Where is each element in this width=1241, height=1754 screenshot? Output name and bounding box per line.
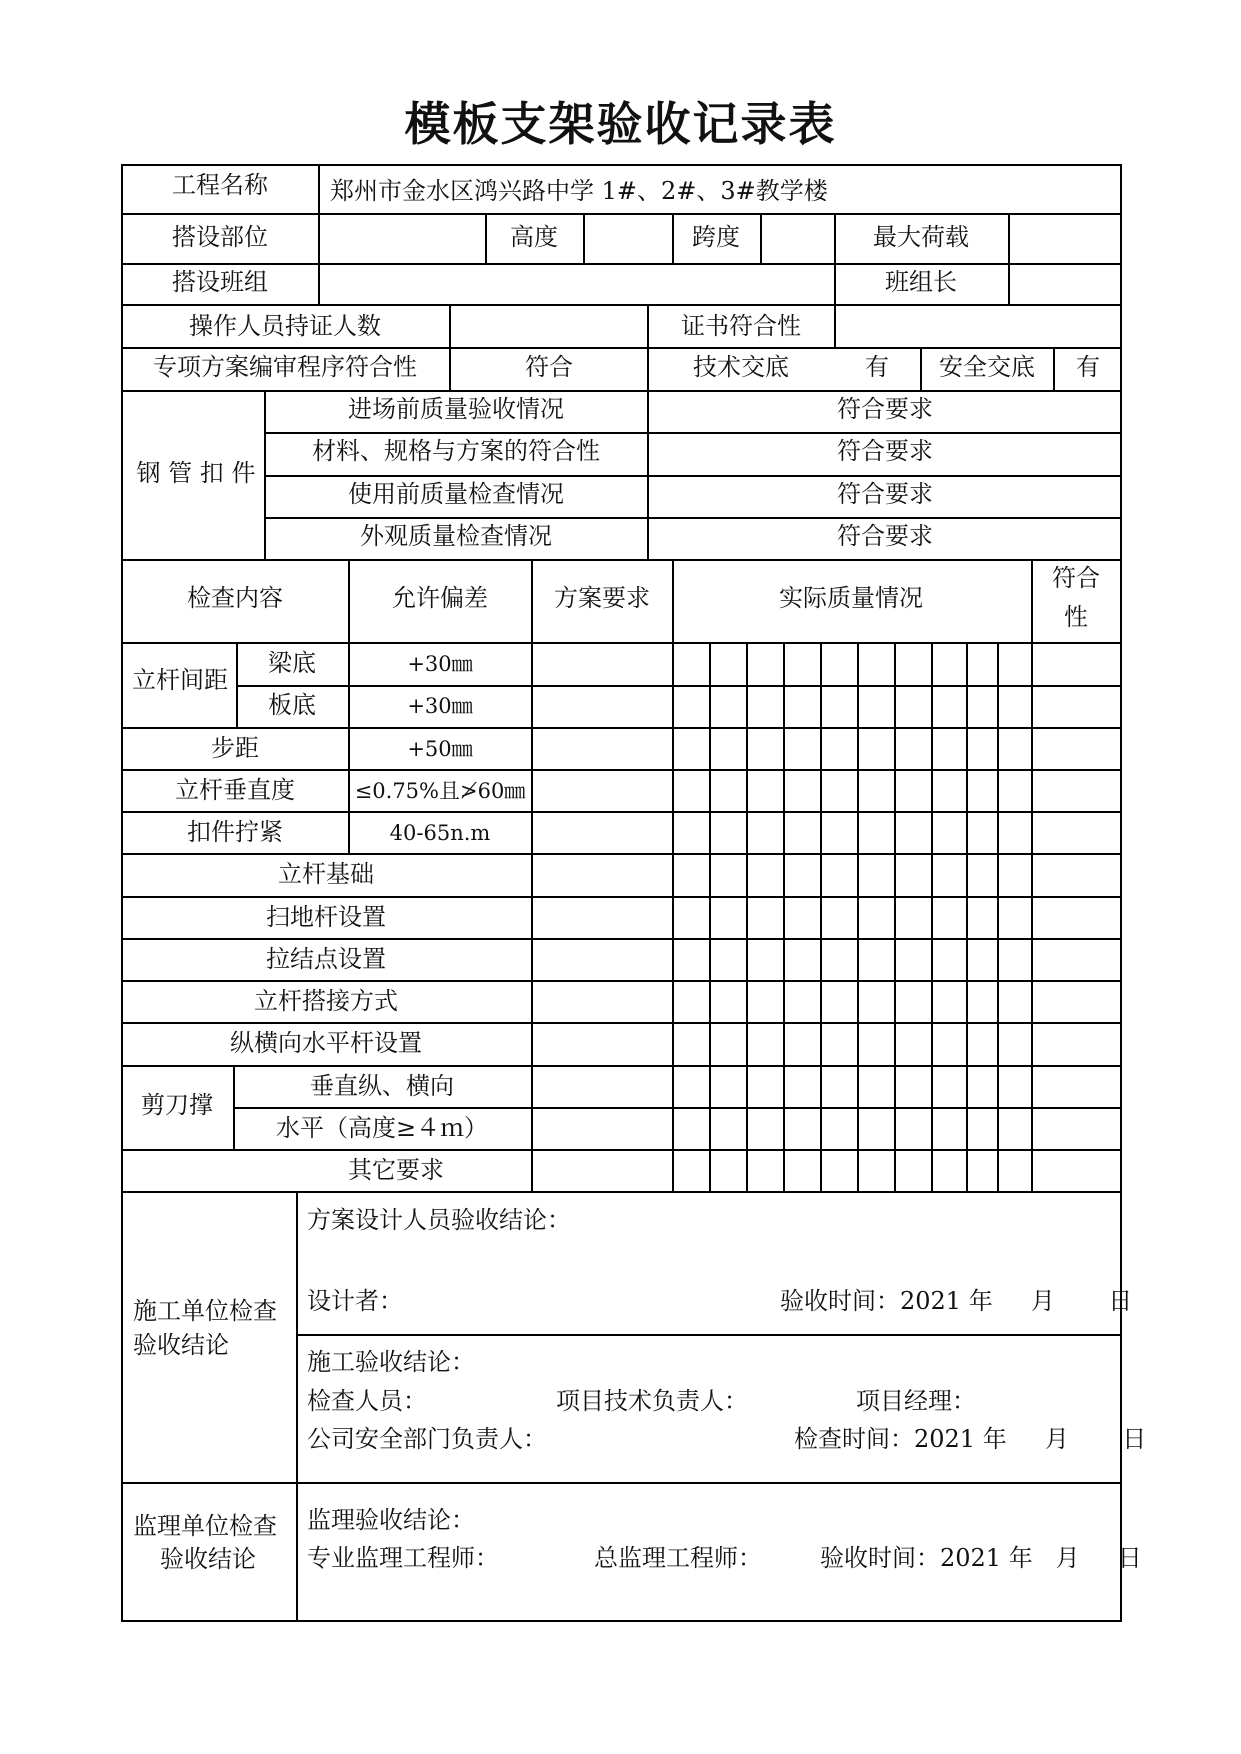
designer-conclusion: 方案设计人员验收结论： — [307, 1206, 571, 1234]
safety-head: 公司安全部门负责人： — [307, 1425, 547, 1453]
project-manager: 项目经理： — [856, 1387, 976, 1415]
plan-review-value: 符合 — [525, 353, 573, 381]
tech-lead: 项目技术负责人： — [556, 1387, 748, 1415]
steel-group-label: 钢 管 扣 件 — [136, 459, 256, 487]
col-actual: 实际质量情况 — [779, 584, 923, 612]
project-name-value: 郑州市金水区鸿兴路中学 1#、2#、3#教学楼 — [330, 177, 828, 205]
supervision-time: 验收时间：2021 年 月 日 — [820, 1544, 1142, 1572]
height-label: 高度 — [510, 223, 558, 251]
col-conform: 符合 — [1052, 564, 1100, 592]
steel-result: 符合要求 — [837, 480, 933, 508]
steel-result: 符合要求 — [837, 395, 933, 423]
span-label: 跨度 — [692, 223, 740, 251]
scissor-horizontal: 水平（高度≥４ｍ） — [275, 1114, 489, 1142]
supervision-label-2: 验收结论 — [160, 1545, 256, 1573]
construction-label: 施工单位检查 — [133, 1297, 277, 1325]
steel-result: 符合要求 — [837, 522, 933, 550]
construction-label-2: 验收结论 — [133, 1331, 229, 1359]
tie-points-label: 拉结点设置 — [266, 945, 386, 973]
team-leader-label: 班组长 — [885, 268, 957, 296]
beam-bottom: 梁底 — [268, 649, 316, 677]
col-content: 检查内容 — [187, 584, 283, 612]
steel-result: 符合要求 — [837, 437, 933, 465]
project-name-label: 工程名称 — [172, 171, 268, 199]
step-label: 步距 — [211, 734, 259, 762]
other-requirement-label: 其它要求 — [348, 1156, 444, 1184]
certified-count-label: 操作人员持证人数 — [189, 312, 381, 340]
col-requirement: 方案要求 — [554, 584, 650, 612]
supervision-engineer: 专业监理工程师： — [307, 1544, 499, 1572]
slab-bottom-tolerance: +30㎜ — [407, 694, 473, 718]
sweep-rod-label: 扫地杆设置 — [266, 903, 386, 931]
foundation-label: 立杆基础 — [278, 860, 374, 888]
steel-item: 外观质量检查情况 — [360, 522, 552, 550]
location-label: 搭设部位 — [172, 223, 268, 251]
beam-bottom-tolerance: +30㎜ — [407, 652, 473, 676]
safety-briefing-value: 有 — [1076, 353, 1100, 381]
supervision-conclusion: 监理验收结论： — [307, 1506, 475, 1534]
horizontal-rod-label: 纵横向水平杆设置 — [230, 1029, 422, 1057]
steel-item: 使用前质量检查情况 — [348, 480, 564, 508]
steel-item: 材料、规格与方案的符合性 — [312, 437, 600, 465]
cert-conformity-label: 证书符合性 — [681, 312, 801, 340]
step-tolerance: +50㎜ — [407, 737, 473, 761]
plan-review-label: 专项方案编审程序符合性 — [153, 353, 417, 381]
tightening-tolerance: 40-65n.m — [389, 821, 491, 845]
page-title: 模板支架验收记录表 — [404, 97, 837, 151]
col-tolerance: 允许偏差 — [392, 584, 488, 612]
inspector: 检查人员： — [307, 1387, 427, 1415]
team-label: 搭设班组 — [172, 268, 268, 296]
verticality-tolerance: ≤0.75%且≯60㎜ — [354, 779, 526, 803]
pole-spacing-label: 立杆间距 — [132, 666, 228, 694]
slab-bottom: 板底 — [268, 691, 316, 719]
accept-time: 验收时间：2021 年 月 日 — [780, 1287, 1133, 1315]
supervision-label: 监理单位检查 — [133, 1512, 277, 1540]
chief-supervisor: 总监理工程师： — [594, 1544, 762, 1572]
scissor-vertical: 垂直纵、横向 — [310, 1072, 454, 1100]
designer-signature: 设计者： — [307, 1287, 403, 1315]
tech-briefing-value: 有 — [865, 353, 889, 381]
check-time: 检查时间：2021 年 月 日 — [794, 1425, 1147, 1453]
col-conform-2: 性 — [1064, 603, 1088, 631]
steel-item: 进场前质量验收情况 — [348, 395, 564, 423]
safety-briefing-label: 安全交底 — [939, 353, 1035, 381]
scissor-label: 剪刀撑 — [141, 1091, 213, 1119]
tech-briefing-label: 技术交底 — [693, 353, 789, 381]
lap-method-label: 立杆搭接方式 — [254, 987, 398, 1015]
tightening-label: 扣件拧紧 — [187, 818, 283, 846]
max-load-label: 最大荷载 — [873, 223, 969, 251]
construction-conclusion: 施工验收结论： — [307, 1348, 475, 1376]
verticality-label: 立杆垂直度 — [175, 776, 295, 804]
